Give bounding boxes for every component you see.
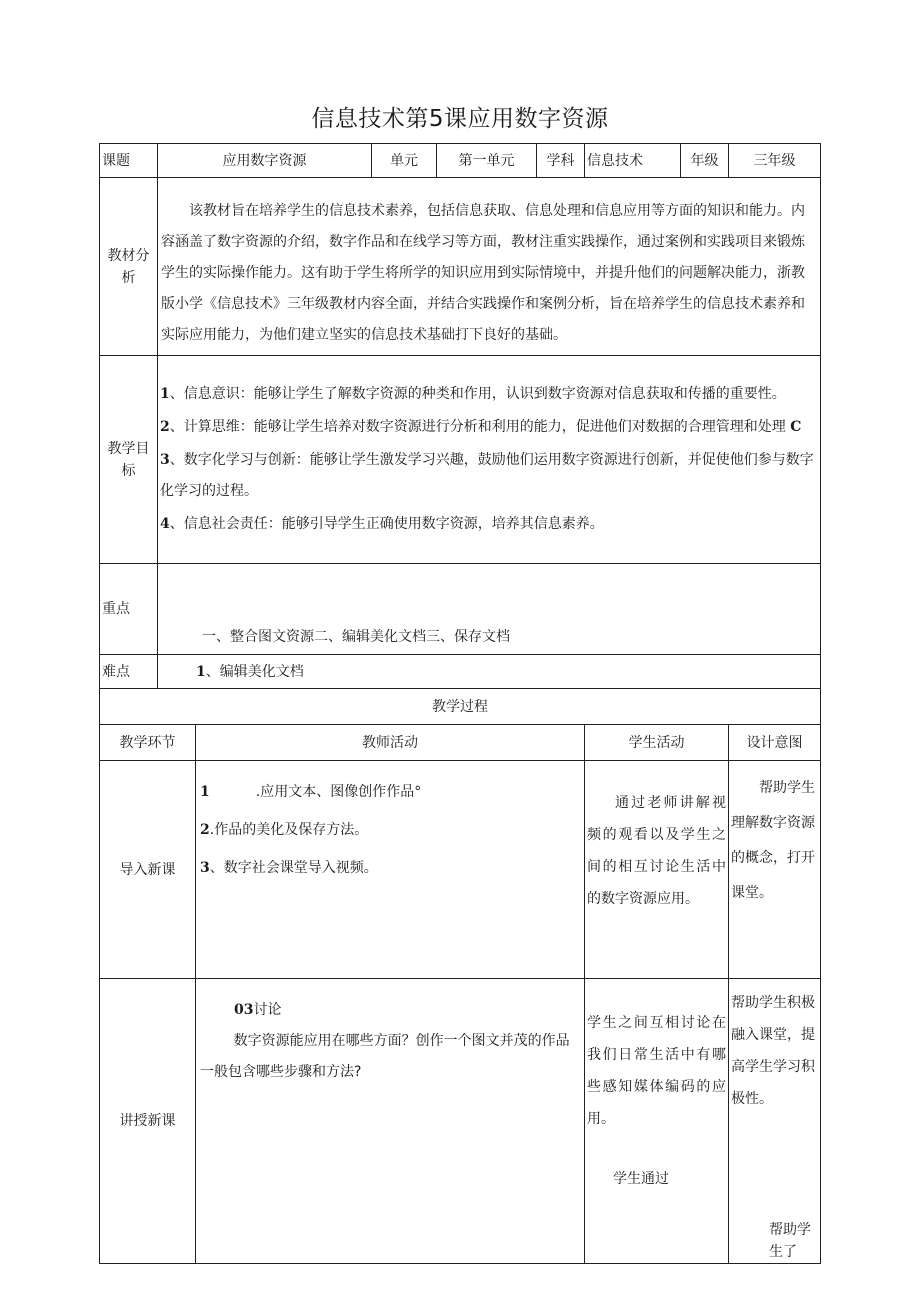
process-heading-row <box>100 689 821 725</box>
teacher-item: 1 .应用文本、图像创作作品° <box>200 784 422 800</box>
teacher-item: 2.作品的美化及保存方法。 <box>200 822 369 838</box>
stage-new: 讲授新课 <box>100 979 196 1264</box>
stage-intro: 导入新课 <box>100 761 196 979</box>
analysis-text: 该教材旨在培养学生的信息技术素养，包括信息获取、信息处理和信息应用等方面的知识和能力。内容涵盖了数字资源的介绍，数字作品和在线学习等方面，教材注重实践操作，通过案例和实践项目来锻炼学生的实际操作能力。这有助于学生将所学的知识应用到实际情境中，并提升他们的问题解决能力，浙教版小学《信息技术》三年级教材内容全面，并结合实践操作和案例分析，旨在培养学生的信息技术素养和实际应用能力，为他们建立坚实的信息技术基础打下良好的基础。 <box>161 203 805 343</box>
design-intent-intro: 帮助学生理解数字资源的概念，打开课堂。 <box>731 780 815 901</box>
info-row <box>100 144 821 178</box>
teacher-item: 3、数字社会课堂导入视频。 <box>200 860 378 876</box>
teacher-heading: 03讨论 <box>234 1002 282 1018</box>
grade-value: 三年级 <box>729 144 821 178</box>
difficulties-label: 难点 <box>100 655 158 689</box>
objective-item: 1、信息意识：能够让学生了解数字资源的种类和作用，认识到数字资源对信息获取和传播的重要性。 <box>160 386 786 402</box>
teacher-activity-intro <box>196 761 584 887</box>
header-stage: 教学环节 <box>100 725 196 761</box>
design-intent-new-extra: 帮助学生了 <box>769 1222 811 1260</box>
subject-value: 信息技术 <box>585 144 681 178</box>
process-row-intro <box>100 761 821 979</box>
design-intent-new: 帮助学生积极融入课堂，提高学生学习积极性。 <box>731 995 815 1107</box>
objectives-label: 教学目标 <box>100 356 158 564</box>
key-points-label: 重点 <box>100 564 158 655</box>
objective-item: 2、计算思维：能够让学生培养对数字资源进行分析和利用的能力，促进他们对数据的合理管理和处理 C <box>160 419 802 435</box>
topic-label: 课题 <box>100 144 158 178</box>
document-title: 信息技术第5课应用数字资源 <box>311 106 609 132</box>
topic-value: 应用数字资源 <box>158 144 372 178</box>
student-activity-new: 学生之间互相讨论在我们日常生活中有哪些感知媒体编码的应用。 <box>587 1015 726 1127</box>
difficulties-text: 1、编辑美化文档 <box>158 655 821 689</box>
analysis-row <box>100 178 821 356</box>
header-design: 设计意图 <box>729 725 821 761</box>
teacher-text: 数字资源能应用在哪些方面？创作一个图文并茂的作品一般包含哪些步骤和方法? <box>200 1033 570 1080</box>
student-activity-intro: 通过老师讲解视频的观看以及学生之间的相互讨论生活中的数字资源应用。 <box>587 795 726 907</box>
student-activity-new-extra: 学生通过 <box>613 1171 669 1187</box>
objectives-row <box>100 356 821 564</box>
process-row-new <box>100 979 821 1264</box>
process-header-row <box>100 725 821 761</box>
objective-item: 4、信息社会责任：能够引导学生正确使用数字资源，培养其信息素养。 <box>160 516 604 532</box>
subject-label: 学科 <box>537 144 585 178</box>
analysis-label: 教材分析 <box>100 178 158 356</box>
lesson-plan-table <box>99 143 821 1264</box>
header-teacher: 教师活动 <box>196 725 585 761</box>
key-points-text: 一、整合图文资源二、编辑美化文档三、保存文档 <box>158 564 821 655</box>
unit-value: 第一单元 <box>437 144 537 178</box>
teacher-activity-new <box>196 979 584 1088</box>
unit-label: 单元 <box>372 144 437 178</box>
key-points-row <box>100 564 821 655</box>
process-heading: 教学过程 <box>100 689 821 725</box>
header-student: 学生活动 <box>585 725 729 761</box>
grade-label: 年级 <box>681 144 729 178</box>
difficulties-row <box>100 655 821 689</box>
objective-item: 3、数字化学习与创新：能够让学生激发学习兴趣，鼓励他们运用数字资源进行创新，并促使他们参与数字化学习的过程。 <box>160 452 814 499</box>
